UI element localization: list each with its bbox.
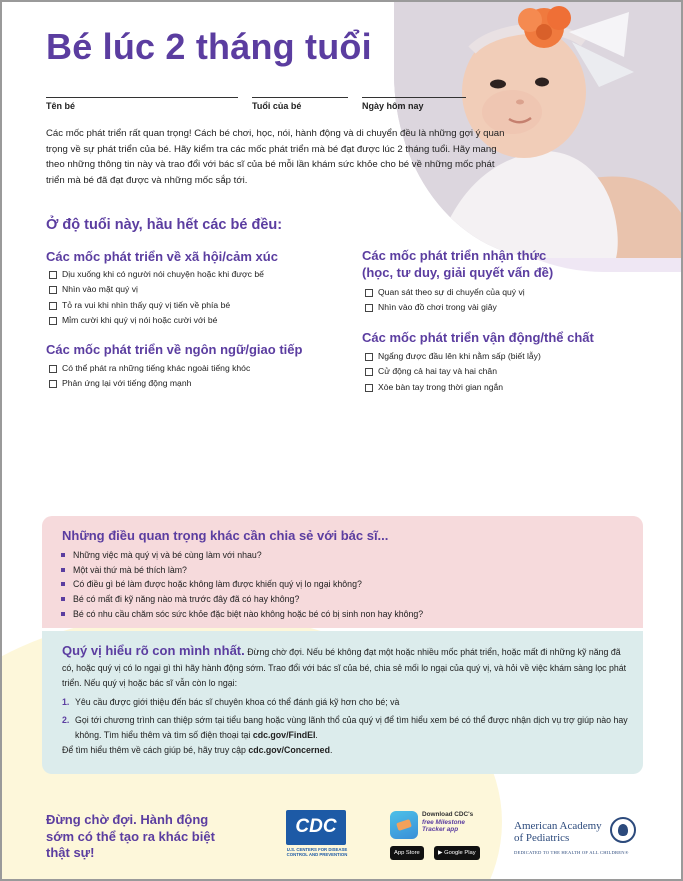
- play-icon: ▶: [438, 850, 445, 856]
- app-line1: Download CDC's: [422, 811, 474, 818]
- slogan: Đừng chờ đợi. Hành động sớm có thể tạo ra khác biệt thật sự!: [46, 812, 215, 860]
- know-lead: Quý vị hiểu rõ con mình nhất.: [62, 643, 245, 658]
- checklist-item[interactable]: Ngẩng được đầu lên khi nằm sấp (biết lẫy): [364, 349, 541, 364]
- intro-paragraph: Các mốc phát triển rất quan trọng! Cách bé chơi, học, nói, hành động và di chuyển đều là những gợi ý quan trọng về sự phát triển của bé. Hãy kiểm tra các mốc phát triển mà bé đạt được lúc 2 tháng tuổi. Hãy mang theo những thông tin này và trao đổi với bác sĩ của bé mỗi lần khám sức khỏe cho bé về những mốc phát triển mà bé đã đạt được và những mốc sắp tới.: [46, 128, 505, 186]
- language-checklist: [48, 361, 250, 392]
- checklist-item[interactable]: Nhìn vào đồ chơi trong vài giây: [364, 300, 525, 315]
- google-play-label: Google Play: [444, 850, 476, 856]
- know-footer-end: .: [329, 745, 333, 755]
- app-store-label: App Store: [394, 850, 420, 856]
- know-text: Đừng chờ đợi. Nếu bé không đạt một hoặc nhiều mốc phát triển, hoặc mất đi những kỹ năng đã có, hoặc quý vị có lo ngại gì thì hãy hành động sớm. Trao đổi với bác sĩ của bé, chia sẻ mối lo ngại của quý vị, và hỏi về việc khám sàng lọc phát triển. Nếu quý vị hoặc bác sĩ vẫn còn lo ngại:: [62, 647, 627, 688]
- step-2-end: .: [315, 730, 318, 741]
- app-line2-text: free Milestone: [422, 818, 465, 826]
- cdc-logo: [286, 810, 348, 857]
- app-line2: [422, 819, 473, 827]
- know-footer: [62, 745, 332, 755]
- step-1-text: Yêu cầu được giới thiệu đến bác sĩ chuyên khoa có thể đánh giá kỹ hơn cho bé; và: [75, 697, 400, 707]
- list-item: Có điều gì bé làm được hoặc không làm được khiến quý vị lo ngại không?: [60, 577, 423, 592]
- checklist-item[interactable]: Dịu xuống khi có người nói chuyện hoặc khi được bế: [48, 267, 264, 282]
- know-your-child-box: [42, 631, 643, 774]
- cdc-logo-mark: [286, 810, 346, 845]
- step-1-number: 1.: [62, 697, 70, 707]
- social-checklist: [48, 267, 264, 328]
- step-2-number: 2.: [62, 715, 70, 725]
- child-age-label: Tuổi của bé: [252, 101, 302, 111]
- know-footer-text: Để tìm hiểu thêm về cách giúp bé, hãy truy cập: [62, 745, 249, 755]
- checklist-item[interactable]: Phản ứng lại với tiếng động mạnh: [48, 376, 250, 391]
- movement-section-title: Các mốc phát triển vận động/thể chất: [362, 330, 594, 345]
- cdc-logo-text: CDC: [295, 816, 337, 837]
- checklist-item[interactable]: Xòe bàn tay trong thời gian ngắn: [364, 380, 541, 395]
- app-line3: [422, 826, 473, 834]
- list-item: Bé có nhu cầu chăm sóc sức khỏe đặc biệt nào không hoặc bé có bị sinh non hay không?: [60, 607, 423, 622]
- aap-name-line2: of Pediatrics: [514, 832, 570, 844]
- share-list: [60, 548, 423, 622]
- aap-tagline: DEDICATED TO THE HEALTH OF ALL CHILDREN®: [514, 850, 629, 855]
- find-ei-link[interactable]: cdc.gov/FindEI: [252, 730, 316, 741]
- cognitive-title-line1: Các mốc phát triển nhận thức: [362, 248, 547, 263]
- aap-seal-icon: [610, 817, 636, 843]
- checklist-item[interactable]: Mỉm cười khi quý vị nói hoặc cười với bé: [48, 313, 264, 328]
- share-title: Những điều quan trọng khác cần chia sẻ với bác sĩ...: [62, 528, 389, 543]
- cognitive-section-title: [362, 247, 553, 281]
- child-name-field[interactable]: [46, 97, 238, 111]
- age-heading: Ở độ tuổi này, hầu hết các bé đều:: [46, 217, 283, 233]
- child-age-field[interactable]: [252, 97, 348, 111]
- know-intro: [62, 643, 627, 692]
- app-store-badge[interactable]: [390, 846, 424, 860]
- checklist-item[interactable]: Nhìn vào mặt quý vị: [48, 282, 264, 297]
- cognitive-title-line2: (học, tư duy, giải quyết vấn đề): [362, 265, 554, 280]
- checklist-item[interactable]: Tỏ ra vui khi nhìn thấy quý vị tiến về phía bé: [48, 298, 264, 313]
- aap-name-line1: American Academy: [514, 820, 602, 832]
- date-label: Ngày hôm nay: [362, 101, 424, 111]
- date-field[interactable]: [362, 97, 466, 111]
- movement-checklist: [364, 349, 541, 395]
- cognitive-checklist: [364, 285, 525, 316]
- checklist-item[interactable]: Cử động cả hai tay và hai chân: [364, 364, 541, 379]
- milestone-app-icon: [390, 811, 418, 839]
- social-section-title: Các mốc phát triển về xã hội/cảm xúc: [46, 249, 278, 264]
- aap-logo: [514, 820, 644, 855]
- list-item: Bé có mất đi kỹ năng nào mà trước đây đã có hay không?: [60, 592, 423, 607]
- list-item: Những việc mà quý vị và bé cùng làm với nhau?: [60, 548, 423, 563]
- share-with-doctor-box: [42, 516, 643, 628]
- language-section-title: Các mốc phát triển về ngôn ngữ/giao tiếp: [46, 342, 303, 357]
- cdc-subtitle: U.S. CENTERS FOR DISEASE CONTROL AND PREVENTION: [286, 847, 348, 857]
- app-line3-text: Tracker app: [422, 826, 459, 834]
- app-promo-text: [422, 811, 473, 834]
- concerned-link[interactable]: cdc.gov/Concerned: [248, 745, 330, 755]
- checklist-item[interactable]: Quan sát theo sự di chuyển của quý vị: [364, 285, 525, 300]
- page-title: Bé lúc 2 tháng tuổi: [46, 26, 372, 67]
- checklist-item[interactable]: Có thể phát ra những tiếng khác ngoài tiếng khóc: [48, 361, 250, 376]
- step-2: [62, 713, 637, 744]
- list-item: Một vài thứ mà bé thích làm?: [60, 563, 423, 578]
- google-play-badge[interactable]: [434, 846, 480, 860]
- step-2-text: Gọi tới chương trình can thiệp sớm tại tiểu bang hoặc vùng lãnh thổ của quý vị để tìm hiểu xem bé có thể được nhận dịch vụ trợ giúp nào hay không. Tìm hiểu thêm và tìm số điện thoại tại: [75, 715, 628, 741]
- step-1: [62, 695, 637, 710]
- child-name-label: Tên bé: [46, 101, 76, 111]
